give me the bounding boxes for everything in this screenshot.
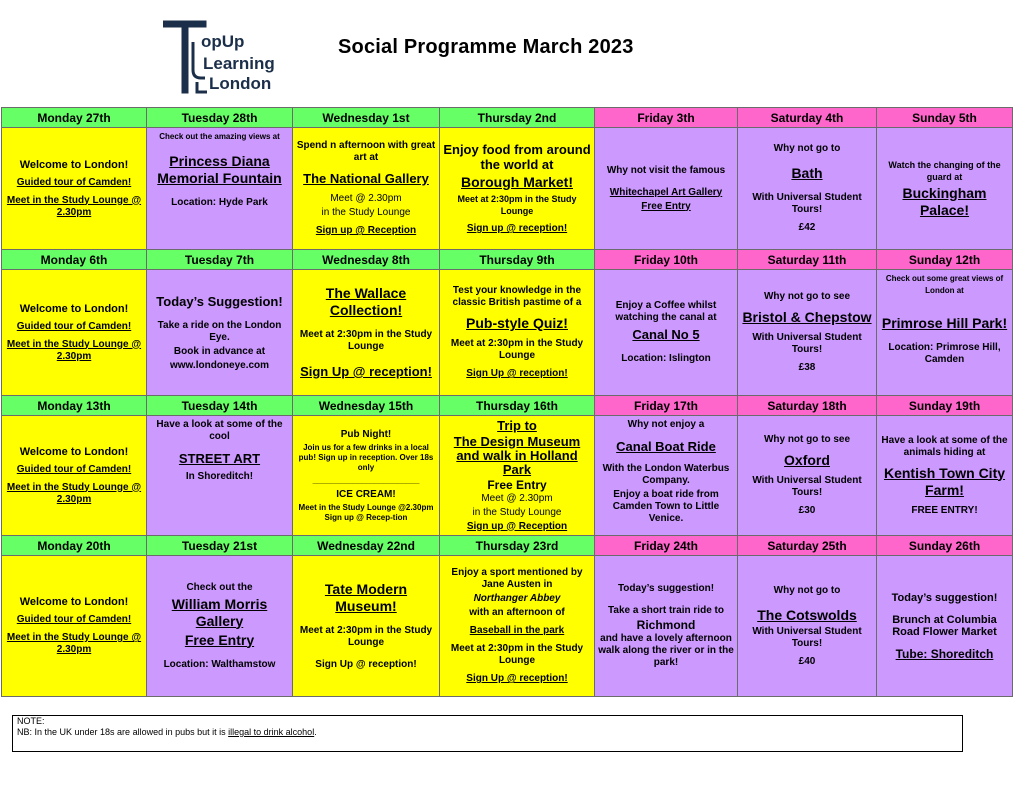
event-venue: The Wallace Collection! (325, 285, 407, 318)
event-cell-tuesday (147, 270, 293, 396)
event-heading: Welcome to London! (19, 158, 129, 171)
day-header: Friday 3th (595, 108, 738, 128)
event-cell-monday (2, 270, 147, 396)
note-body: NB: In the UK under 18s are allowed in pubs but it is (17, 727, 226, 737)
event-meeting-place: in the Study Lounge (321, 207, 411, 218)
logo-line-1: opUp (201, 32, 245, 51)
event-cell-sunday (877, 416, 1013, 536)
event-cell-saturday (738, 416, 877, 536)
note-label: NOTE: (17, 716, 45, 726)
event-intro: Why not go to see (763, 291, 851, 302)
event-divider: ________________________ (312, 475, 420, 485)
event-heading: Welcome to London! (19, 445, 129, 458)
day-header: Thursday 16th (440, 396, 595, 416)
event-intro: Enjoy food from around the world at (443, 142, 591, 172)
event-cell-saturday (738, 128, 877, 250)
event-activity: Guided tour of Camden! (16, 614, 132, 625)
week-3-events-row (2, 416, 1013, 536)
event-cell-friday (595, 270, 738, 396)
event-price: £30 (798, 505, 816, 516)
event-meeting: Meet @ 2.30pm (330, 193, 402, 204)
day-header: Monday 20th (2, 536, 147, 556)
event-location: Location: Hyde Park (171, 197, 268, 208)
event-meeting: Meet in the Study Lounge @ 2.30pm (6, 194, 142, 218)
event-activity: Guided tour of Camden! (16, 320, 132, 332)
event-intro: Check out the amazing views at (159, 132, 280, 141)
week-4-events-row (2, 556, 1013, 697)
note-warning: illegal to drink alcohol (228, 727, 315, 737)
event-activity: Guided tour of Camden! (16, 463, 132, 475)
event-intro: Enjoy a Coffee whilst watching the canal at (615, 300, 717, 323)
event-signup: Sign up @ reception! (466, 223, 568, 234)
day-header: Saturday 4th (738, 108, 877, 128)
event-venue: Bath (791, 165, 823, 181)
event-intro: Why not go to (773, 143, 841, 154)
event-venue: Princess Diana Memorial Fountain (157, 153, 282, 186)
event-cell-thursday (440, 270, 595, 396)
event-cell-friday (595, 416, 738, 536)
event-intro: Take a short train ride to (608, 605, 724, 616)
event-meeting: Meet at 2:30pm in the Study Lounge (457, 194, 577, 216)
event-provider: With Universal Student Tours! (752, 625, 862, 649)
event-price: Free Entry (184, 631, 255, 648)
event-signup: Sign Up @ reception! (466, 673, 568, 684)
event-cell-sunday (877, 128, 1013, 250)
event-venue: Richmond (636, 618, 696, 632)
day-header: Monday 27th (2, 108, 147, 128)
event-cell-sunday (877, 556, 1013, 697)
event-location: Location: Primrose Hill, Camden (888, 342, 1001, 365)
event-intro: Have a look at some of the animals hiding at (881, 434, 1008, 458)
event-provider: With the London Waterbus Company. (602, 463, 730, 486)
event-venue: William Morris Gallery (171, 595, 268, 629)
event-venue: Bristol & Chepstow (742, 309, 872, 325)
event-intro: Trip to (497, 418, 537, 433)
event-price: Free Entry (641, 200, 691, 212)
event-meeting: Meet @ 2.30pm (481, 492, 553, 504)
week-2-events-row (2, 270, 1013, 396)
event-cell-wednesday (293, 270, 440, 396)
event-provider: With Universal Student Tours! (752, 192, 862, 215)
programme-calendar (1, 107, 1013, 697)
day-header: Friday 17th (595, 396, 738, 416)
event-website: www.londoneye.com (169, 360, 270, 371)
day-header: Tuesday 21st (147, 536, 293, 556)
day-header: Tuesday 28th (147, 108, 293, 128)
event-heading: Welcome to London! (19, 302, 129, 315)
event-venue: Kentish Town City Farm! (883, 464, 1006, 498)
event-booking: Book in advance at (173, 346, 266, 357)
event-activity: Guided tour of Camden! (16, 176, 132, 188)
event-venue: Tate Modern Museum! (324, 581, 408, 614)
logo-line-2: Learning (203, 54, 275, 73)
logo-line-3: London (209, 74, 272, 93)
event-intro: Why not go to (773, 584, 841, 596)
event-cell-monday (2, 556, 147, 697)
event-meeting-place: in the Study Lounge (472, 506, 562, 518)
event-intro: Why not enjoy a (627, 419, 705, 430)
day-header: Friday 24th (595, 536, 738, 556)
event-location: Location: Walthamstow (163, 658, 276, 670)
event-cell-friday (595, 556, 738, 697)
week-2-header-row (2, 250, 1013, 270)
event-activity: Canal Boat Ride (616, 439, 716, 454)
event-meeting: Meet in the Study Lounge @ 2.30pm (6, 481, 142, 505)
week-1-header-row (2, 108, 1013, 128)
event-venue: Canal No 5 (632, 327, 700, 342)
event-venue: Buckingham Palace! (902, 184, 987, 218)
event-venue: Oxford (784, 452, 830, 468)
day-header: Saturday 11th (738, 250, 877, 270)
event-intro: Enjoy a sport mentioned by Jane Austen in (451, 567, 583, 590)
day-header: Tuesday 14th (147, 396, 293, 416)
event-venue: The Design Museum and walk in Holland Park (453, 433, 581, 477)
event-heading: Today’s suggestion! (891, 592, 998, 604)
event-location: In Shoreditch! (185, 471, 254, 482)
event-cell-friday (595, 128, 738, 250)
event-provider: With Universal Student Tours! (752, 475, 862, 498)
event-price: £40 (798, 655, 816, 667)
event-cell-wednesday (293, 128, 440, 250)
page-title: Social Programme March 2023 (338, 36, 634, 58)
event-signup: Sign Up @ reception! (466, 368, 568, 379)
event-intro: Watch the changing of the guard at (888, 159, 1001, 182)
event-cell-monday (2, 416, 147, 536)
event-cell-thursday (440, 128, 595, 250)
event-activity: Pub-style Quiz! (466, 315, 568, 331)
event-intro: Check out the (186, 581, 253, 593)
event-activity: STREET ART (178, 451, 261, 466)
event-meeting: Meet in the Study Lounge @ 2.30pm (6, 338, 142, 362)
event-cell-tuesday (147, 128, 293, 250)
note-box (12, 715, 963, 752)
event-price: FREE ENTRY! (911, 504, 978, 516)
event-price: £42 (798, 222, 816, 233)
event-book-title: Northanger Abbey (473, 593, 561, 604)
day-header: Sunday 19th (877, 396, 1013, 416)
event-details: Enjoy a boat ride from Camden Town to Little Venice. (612, 489, 720, 524)
day-header: Sunday 26th (877, 536, 1013, 556)
day-header: Monday 6th (2, 250, 147, 270)
event-price: Free Entry (487, 477, 547, 492)
event-cell-wednesday (293, 416, 440, 536)
event-intro: Check out some great views of London at (885, 274, 1004, 295)
event-cell-tuesday (147, 416, 293, 536)
event-intro: Spend n afternoon with great art at (296, 140, 436, 163)
event-intro: Have a look at some of the cool (156, 419, 283, 442)
week-4-header-row (2, 536, 1013, 556)
event-price: £38 (798, 362, 816, 373)
event-intro: Why not go to see (763, 434, 851, 445)
day-header: Saturday 25th (738, 536, 877, 556)
note-text (17, 727, 958, 738)
week-3-header-row (2, 396, 1013, 416)
event-cell-monday (2, 128, 147, 250)
event-cell-thursday (440, 556, 595, 697)
event-venue: The National Gallery (303, 171, 429, 186)
event-meeting: Meet in the Study Lounge @2.30pm Sign up @ Recep-tion (298, 502, 434, 522)
day-header: Wednesday 1st (293, 108, 440, 128)
day-header: Saturday 18th (738, 396, 877, 416)
event-heading: Pub Night! (340, 428, 392, 440)
event-intro: Why not visit the famous (606, 164, 726, 176)
event-heading-2: ICE CREAM! (336, 488, 396, 500)
day-header: Tuesday 7th (147, 250, 293, 270)
day-header: Wednesday 22nd (293, 536, 440, 556)
event-signup: Sign Up @ reception! (300, 364, 432, 379)
event-intro-end: with an afternoon of (469, 607, 565, 618)
day-header: Thursday 9th (440, 250, 595, 270)
event-venue: Borough Market! (461, 174, 573, 190)
event-venue: Primrose Hill Park! (881, 315, 1008, 331)
event-venue: The Cotswolds (757, 606, 857, 623)
event-cell-thursday (440, 416, 595, 536)
day-header: Thursday 2nd (440, 108, 595, 128)
day-header: Wednesday 8th (293, 250, 440, 270)
day-header: Sunday 12th (877, 250, 1013, 270)
event-heading: Welcome to London! (19, 596, 129, 608)
event-location: Tube: Shoreditch (895, 647, 994, 661)
event-meeting: Meet at 2:30pm in the Study Lounge (299, 329, 433, 352)
event-meeting: Meet at 2:30pm in the Study Lounge (450, 338, 584, 361)
event-provider: With Universal Student Tours! (752, 332, 862, 355)
week-1-events-row (2, 128, 1013, 250)
event-heading: Today’s Suggestion! (156, 294, 283, 309)
note-end: . (314, 727, 317, 737)
event-meeting: Meet at 2:30pm in the Study Lounge (450, 643, 584, 666)
event-details: and have a lovely afternoon walk along the river or in the park! (598, 633, 734, 668)
event-cell-wednesday (293, 556, 440, 697)
day-header: Friday 10th (595, 250, 738, 270)
day-header: Wednesday 15th (293, 396, 440, 416)
event-venue: Whitechapel Art Gallery (609, 186, 723, 198)
event-cell-saturday (738, 270, 877, 396)
event-signup: Sign up @ Reception (466, 520, 568, 532)
event-details: Join us for a few drinks in a local pub! Sign up in reception. Over 18s only (298, 442, 434, 472)
event-activity: Take a ride on the London Eye. (157, 320, 282, 343)
day-header: Thursday 23rd (440, 536, 595, 556)
event-location: Location: Islington (621, 353, 711, 364)
event-activity: Brunch at Columbia Road Flower Market (892, 614, 997, 638)
event-activity: Baseball in the park (469, 625, 565, 636)
event-cell-saturday (738, 556, 877, 697)
event-heading: Today’s suggestion! (617, 583, 715, 594)
event-signup: Sign Up @ reception! (315, 659, 417, 670)
event-cell-sunday (877, 270, 1013, 396)
event-intro: Test your knowledge in the classic British pastime of a (452, 285, 582, 308)
event-meeting: Meet at 2:30pm in the Study Lounge (299, 625, 433, 648)
day-header: Monday 13th (2, 396, 147, 416)
event-signup: Sign up @ Reception (315, 225, 417, 236)
event-meeting: Meet in the Study Lounge @ 2.30pm (6, 632, 142, 655)
topup-learning-logo (163, 20, 288, 96)
event-cell-tuesday (147, 556, 293, 697)
day-header: Sunday 5th (877, 108, 1013, 128)
